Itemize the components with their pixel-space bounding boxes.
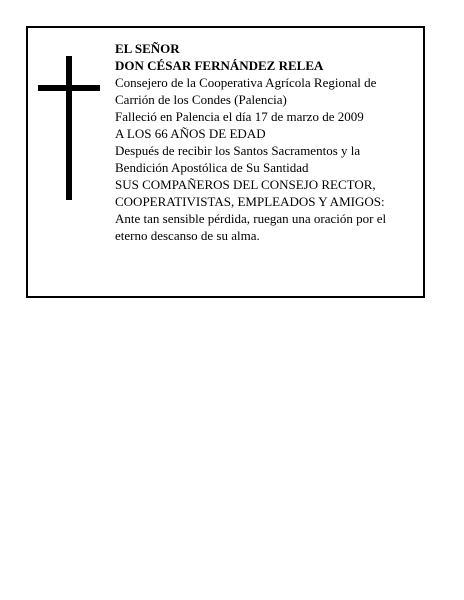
colleagues-line-2: COOPERATIVISTAS, EMPLEADOS Y AMIGOS:	[115, 194, 385, 209]
sacraments-line-1: Después de recibir los Santos Sacramentos y la	[115, 143, 361, 158]
notice-heading: EL SEÑOR	[115, 41, 180, 56]
notice-text	[115, 40, 415, 244]
colleagues-line-1: SUS COMPAÑEROS DEL CONSEJO RECTOR,	[115, 177, 376, 192]
deceased-name: DON CÉSAR FERNÁNDEZ RELEA	[115, 58, 324, 73]
prayer-line-1: Ante tan sensible pérdida, ruegan una oración por el	[115, 211, 387, 226]
role-line-1: Consejero de la Cooperativa Agrícola Regional de	[115, 75, 377, 90]
death-line: Falleció en Palencia el día 17 de marzo de 2009	[115, 109, 364, 124]
cross-horizontal-bar	[38, 85, 100, 91]
cross-icon	[38, 56, 100, 200]
age-line: A LOS 66 AÑOS DE EDAD	[115, 126, 266, 141]
cross-vertical-bar	[66, 56, 72, 200]
prayer-line-2: eterno descanso de su alma.	[115, 228, 260, 243]
sacraments-line-2: Bendición Apostólica de Su Santidad	[115, 160, 309, 175]
role-line-2: Carrión de los Condes (Palencia)	[115, 92, 287, 107]
obituary-notice	[26, 26, 425, 298]
